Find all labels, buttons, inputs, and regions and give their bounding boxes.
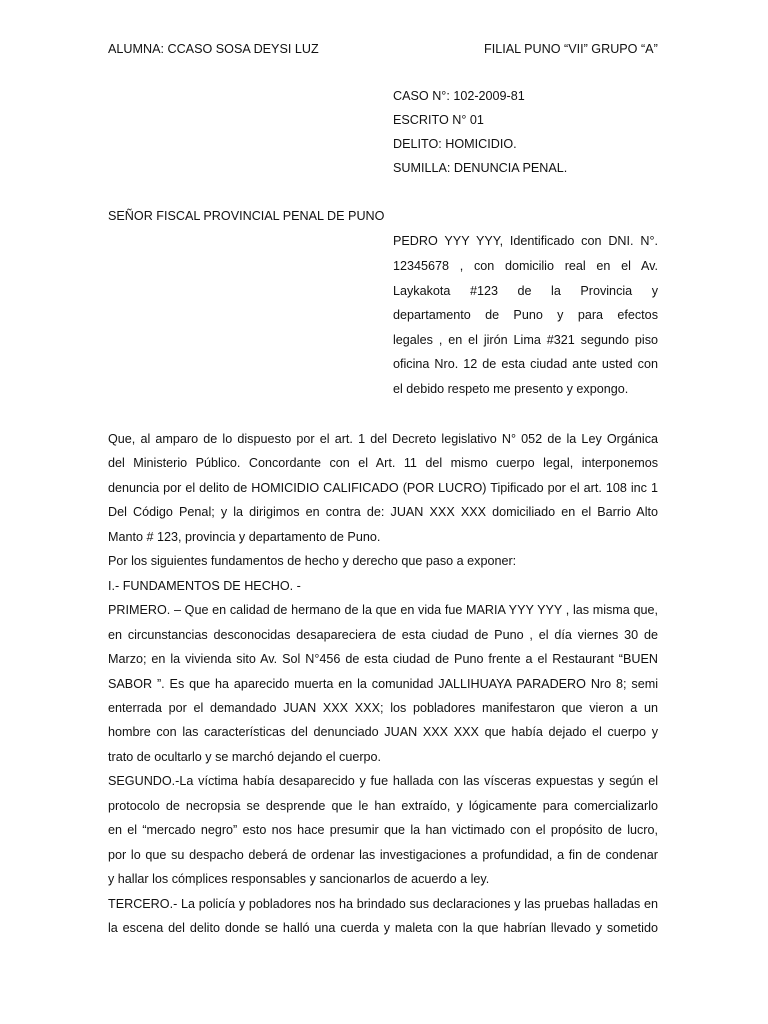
body-line: protocolo de necropsia se desprende que le han extraído, y lógicamente para comercializarlo (108, 798, 658, 813)
body-line: PRIMERO. – Que en calidad de hermano de la que en vida fue MARIA YYY YYY , las misma que, (108, 603, 658, 618)
body-line: la escena del delito donde se halló una cuerda y maleta con la que habrían llevado y sometido (108, 921, 658, 935)
body-line: Manto # 123, provincia y departamento de Puno. (108, 529, 381, 544)
body-line: hombre con las características del denunciado JUAN XXX XXX que había dejado el cuerpo y (108, 725, 658, 740)
intro-line: 12345678 , con domicilio real en el Av. (393, 259, 658, 273)
intro-line: Laykakota #123 de la Provincia y (393, 284, 658, 298)
intro-line: oficina Nro. 12 de esta ciudad ante usted con (393, 357, 658, 371)
intro-line: el debido respeto me presento y expongo. (393, 382, 629, 396)
body-line: TERCERO.- La policía y pobladores nos ha brindado sus declaraciones y las pruebas halladas en (108, 896, 658, 911)
crime-type: DELITO: HOMICIDIO. (393, 137, 517, 151)
body-line: Del Código Penal; y la dirigimos en contra de: JUAN XXX XXX domiciliado en el Barrio Alto (108, 505, 658, 520)
body-line: del Ministerio Público. Concordante con el Art. 11 del mismo cuerpo legal, interponemos (108, 456, 658, 471)
body-line: en circunstancias desconocidas desapareciera de esta ciudad de Puno , el día viernes 30 de (108, 627, 658, 642)
body-line: trato de ocultarlo y se marchó dejando el cuerpo. (108, 749, 382, 764)
body-line: en el “mercado negro” esto nos hace presumir que la han victimado con el propósito de lucro, (108, 823, 658, 838)
case-number: CASO N°: 102-2009-81 (393, 89, 525, 103)
addressee: SEÑOR FISCAL PROVINCIAL PENAL DE PUNO (108, 209, 385, 223)
body-line: enterrada por el demandado JUAN XXX XXX; los pobladores manifestaron que vieron a un (108, 701, 658, 715)
body-line: por lo que su despacho deberá de ordenar las investigaciones a profundidad, a fin de condenar (108, 847, 658, 862)
intro-line: PEDRO YYY YYY, Identificado con DNI. N°. (393, 234, 658, 248)
intro-line: departamento de Puno y para efectos (393, 308, 658, 322)
body-line: Marzo; en la vivienda sito Av. Sol N°456 de esta ciudad de Puno frente a el Restaurant “BUEN (108, 652, 658, 666)
body-line: y hallar los cómplices responsables y sancionarlos de acuerdo a ley. (108, 872, 490, 887)
writ-number: ESCRITO N° 01 (393, 113, 484, 127)
student-name: ALUMNA: CCASO SOSA DEYSI LUZ (108, 42, 319, 56)
body-line: Por los siguientes fundamentos de hecho y derecho que paso a exponer: (108, 554, 517, 569)
intro-line: legales , en el jirón Lima #321 segundo piso (393, 333, 658, 347)
body-line: denuncia por el delito de HOMICIDIO CALIFICADO (POR LUCRO) Tipificado por el art. 108 inc 1 (108, 480, 658, 495)
group-label: FILIAL PUNO “VII” GRUPO “A” (484, 42, 658, 56)
body-line: SABOR ”. Es que ha aparecido muerta en la comunidad JALLIHUAYA PARADERO Nro 8; semi (108, 676, 658, 691)
summary-line: SUMILLA: DENUNCIA PENAL. (393, 161, 568, 175)
body-line: SEGUNDO.-La víctima había desaparecido y fue hallada con las vísceras expuestas y según el (108, 774, 658, 789)
body-line: I.- FUNDAMENTOS DE HECHO. - (108, 578, 301, 593)
body-line: Que, al amparo de lo dispuesto por el art. 1 del Decreto legislativo N° 052 de la Ley Orgánica (108, 432, 658, 446)
